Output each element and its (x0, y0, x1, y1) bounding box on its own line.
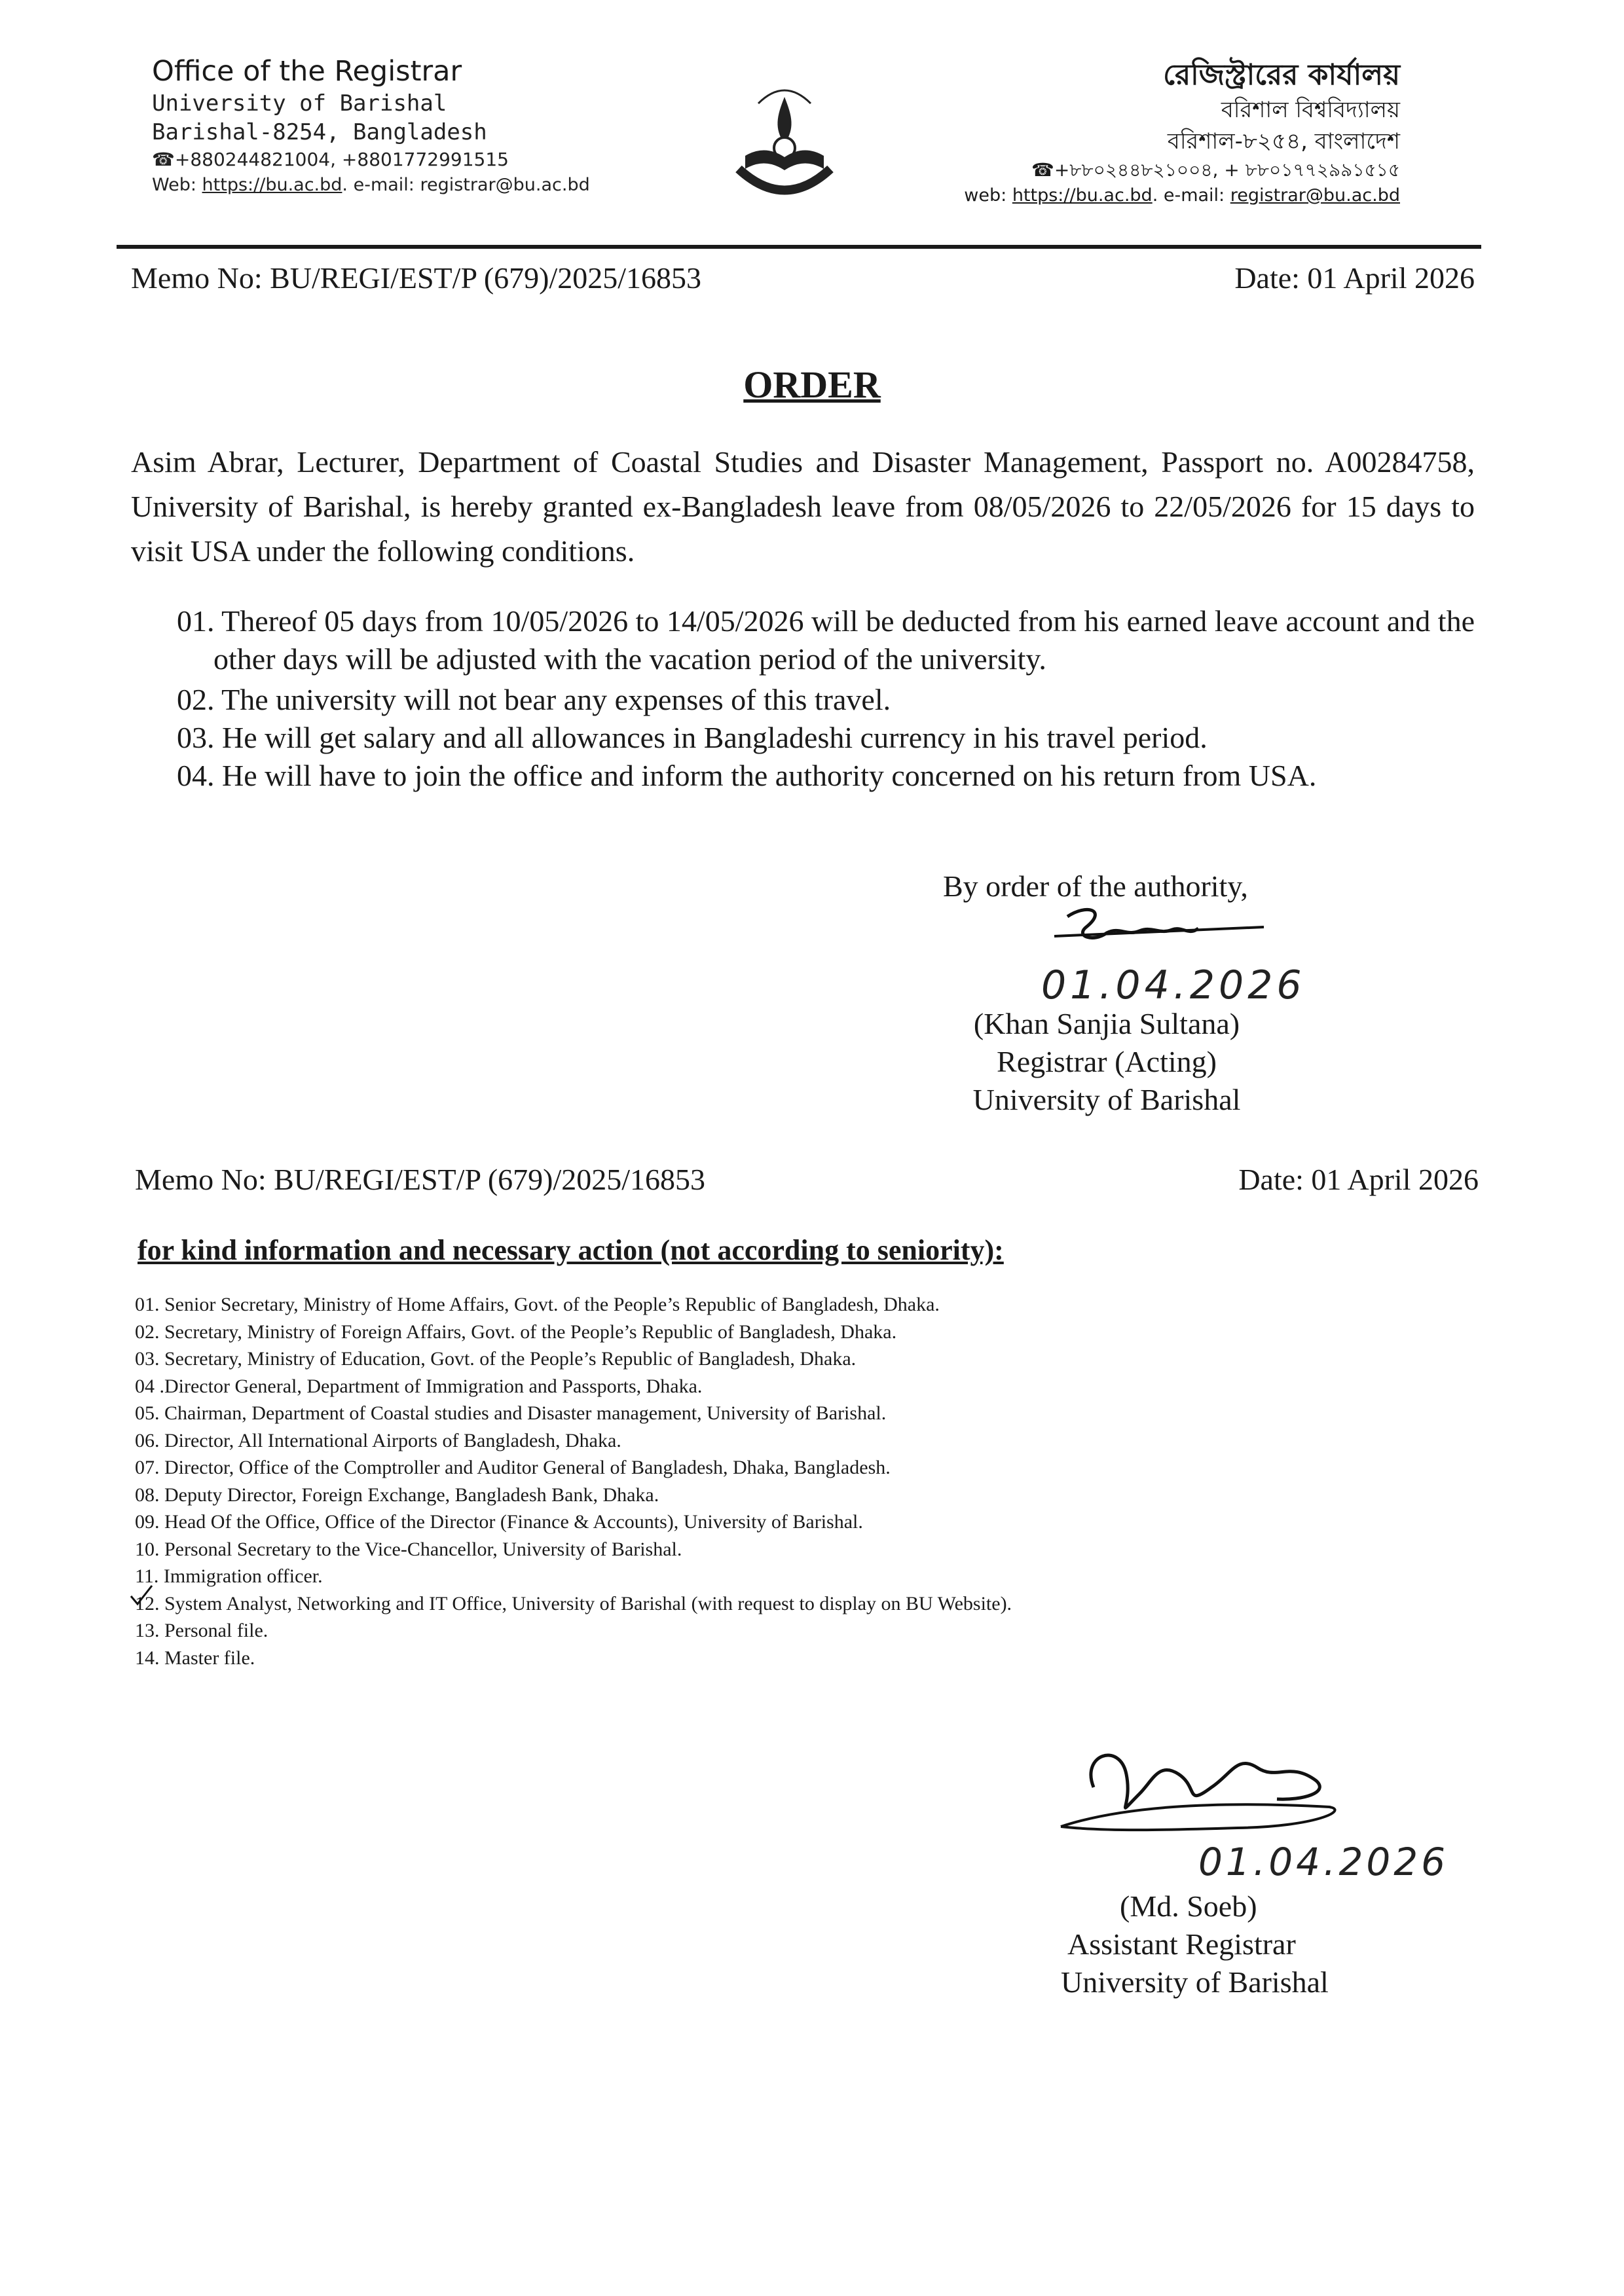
memo-row-bottom (135, 1162, 1479, 1197)
distribution-item: 05. Chairman, Department of Coastal studies and Disaster management, University of Barishal. (135, 1402, 887, 1424)
distribution-item: 04 .Director General, Department of Immigration and Passports, Dhaka. (135, 1375, 703, 1397)
distribution-item: 11. Immigration officer. (135, 1565, 323, 1587)
distribution-item: 09. Head Of the Office, Office of the Director (Finance & Accounts), University of Barishal. (135, 1511, 863, 1533)
distribution-item: 07. Director, Office of the Comptroller and Auditor General of Bangladesh, Dhaka, Bangladesh. (135, 1457, 891, 1478)
assistant-registrar-org: University of Barishal (1061, 1965, 1329, 1999)
distribution-item: 12. System Analyst, Networking and IT Office, University of Barishal (with request to display on BU Website). (135, 1592, 1012, 1614)
distribution-list (135, 1291, 1248, 1671)
by-order-line: By order of the authority, (943, 869, 1248, 903)
memo-number: Memo No: BU/REGI/EST/P (679)/2025/16853 (135, 1163, 706, 1196)
web-email-line (152, 173, 689, 198)
distribution-item: 14. Master file. (135, 1647, 255, 1669)
web-link[interactable]: https://bu.ac.bd (202, 175, 342, 195)
email-label: . e-mail: (1152, 185, 1230, 206)
office-name: Office of the Registrar (152, 55, 462, 88)
registrar-handwritten-date: 01.04.2026 (1041, 962, 1306, 1008)
registrar-org: University of Barishal (972, 1083, 1241, 1116)
email-link[interactable]: registrar@bu.ac.bd (420, 175, 590, 195)
distribution-item: 02. Secretary, Ministry of Foreign Affairs, Govt. of the People’s Republic of Bangladesh, Dhaka. (135, 1321, 897, 1343)
order-title: ORDER (743, 363, 881, 406)
email-label: . e-mail: (342, 175, 420, 195)
check-mark-icon (128, 1583, 155, 1609)
web-label: Web: (152, 175, 202, 195)
distribution-title: for kind information and necessary action (not according to seniority): (138, 1234, 1004, 1266)
address: Barishal-8254, Bangladesh (152, 119, 487, 145)
distribution-item: 10. Personal Secretary to the Vice-Chancellor, University of Barishal. (135, 1538, 682, 1560)
distribution-item: 03. Secretary, Ministry of Education, Govt. of the People’s Republic of Bangladesh, Dhaka. (135, 1348, 857, 1370)
phone-bangla: ☎+৮৮০২৪৪৮২১০০৪, + ৮৮০১৭৭২৯৯১৫১৫ (1031, 159, 1400, 181)
assistant-registrar-designation: Assistant Registrar (1067, 1927, 1296, 1961)
memo-row-top (131, 261, 1475, 295)
condition-item: 04. He will have to join the office and inform the authority concerned on his return from USA. (177, 759, 1317, 792)
condition-text: 01. Thereof 05 days from 10/05/2026 to 14/05/2026 will be deducted from his earned leave account and the other days will be adjusted with the vacation period of the university. (177, 604, 1475, 676)
phone: ☎+880244821004, +8801772991515 (152, 149, 509, 170)
office-name-bangla: রেজিস্ট্রারের কার্যালয় (1163, 58, 1400, 92)
assistant-registrar-name: (Md. Soeb) (1120, 1889, 1257, 1923)
header-rule (117, 245, 1481, 249)
web-email-line-right (811, 183, 1400, 208)
condition-item: 02. The university will not bear any expenses of this travel. (177, 683, 891, 716)
university-name-bangla: বরিশাল বিশ্ববিদ্যালয় (1221, 97, 1400, 123)
memo-date: Date: 01 April 2026 (1234, 261, 1475, 295)
web-link[interactable]: https://bu.ac.bd (1012, 185, 1153, 206)
address-bangla: বরিশাল-৮২৫৪, বাংলাদেশ (1167, 128, 1400, 155)
header-left (152, 54, 689, 198)
condition-item (177, 602, 1475, 678)
assistant-registrar-handwritten-date: 01.04.2026 (1198, 1840, 1449, 1884)
university-name: University of Barishal (152, 90, 447, 117)
registrar-designation: Registrar (Acting) (997, 1045, 1217, 1078)
registrar-name: (Khan Sanjia Sultana) (973, 1007, 1240, 1040)
memo-date: Date: 01 April 2026 (1238, 1163, 1479, 1196)
distribution-item: 13. Personal file. (135, 1620, 268, 1641)
email-link[interactable]: registrar@bu.ac.bd (1230, 185, 1400, 206)
header-right (811, 56, 1400, 208)
distribution-item: 01. Senior Secretary, Ministry of Home Affairs, Govt. of the People’s Republic of Bangladesh, Dhaka. (135, 1294, 940, 1315)
order-body: Asim Abrar, Lecturer, Department of Coastal Studies and Disaster Management, Passport no. A00284758, University of Barishal, is hereby granted ex-Bangladesh leave from 08/05/2026 to 22/05/2026 for 15 days to visit USA under the following conditions. (131, 445, 1475, 568)
distribution-item: 06. Director, All International Airports of Bangladesh, Dhaka. (135, 1429, 621, 1451)
distribution-item: 08. Deputy Director, Foreign Exchange, Bangladesh Bank, Dhaka. (135, 1484, 659, 1506)
memo-number: Memo No: BU/REGI/EST/P (679)/2025/16853 (131, 261, 702, 295)
web-label: web: (964, 185, 1012, 206)
condition-item: 03. He will get salary and all allowances in Bangladeshi currency in his travel period. (177, 721, 1208, 754)
